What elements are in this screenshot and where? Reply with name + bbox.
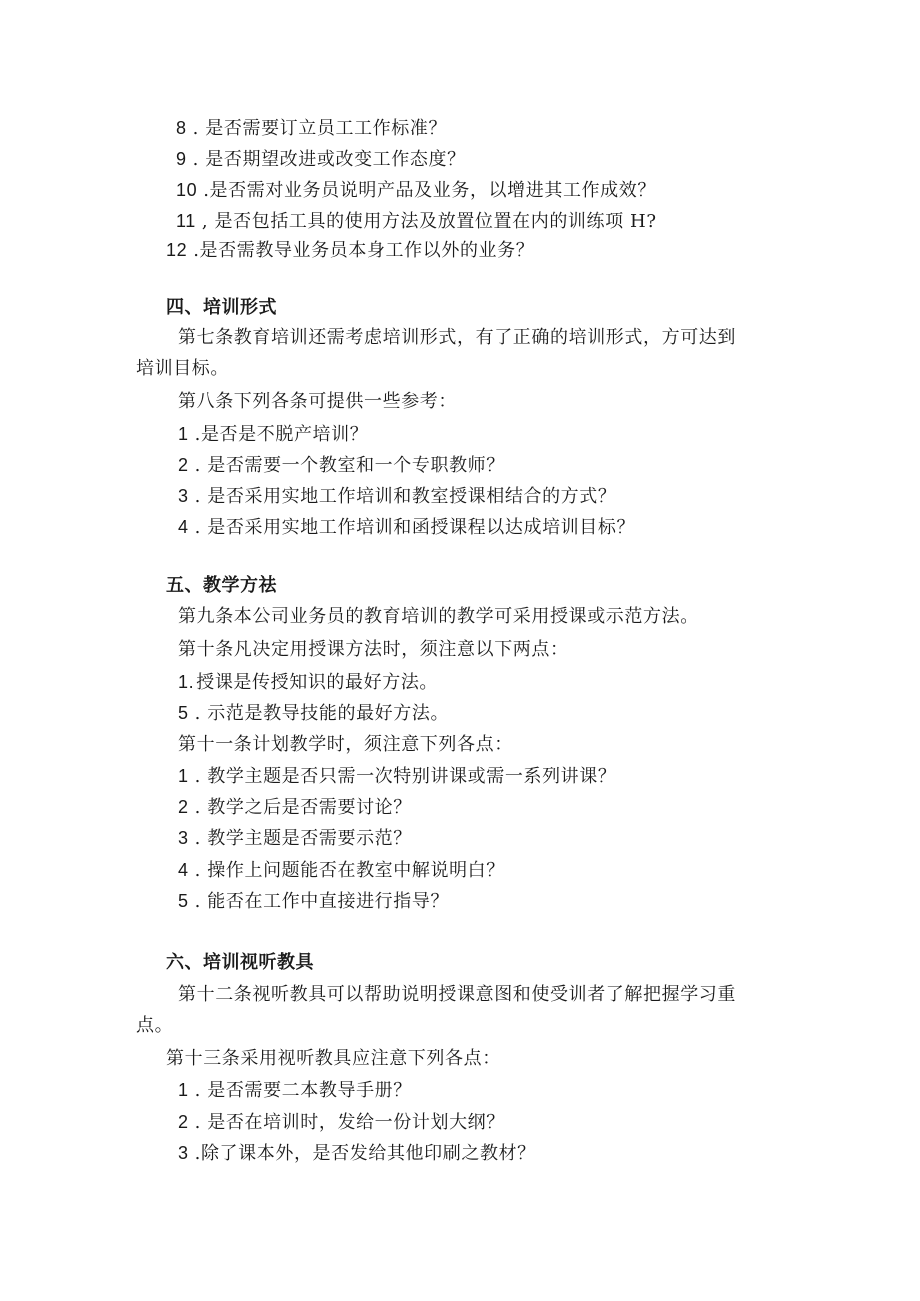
item-text: . 是否需要二本教导手册？ [194,1080,412,1101]
item-text: . 是否需要订立员工工作标准？ [192,118,448,139]
item-text: .是否需对业务员说明产品及业务，以增进其工作成效？ [203,180,656,201]
item-number: 3 [178,1143,189,1163]
list-item [166,238,534,263]
item-text: . 是否采用实地工作培训和函授课程以达成培训目标？ [194,517,636,538]
item-text: . 是否在培训时，发给一份计划大纲？ [194,1112,505,1133]
item-number: 5 [178,703,189,723]
item-text: , 是否包括工具的使用方法及放置位置在内的训练项 H? [201,211,657,232]
item-text: .是否需教导业务员本身工作以外的业务？ [193,240,535,261]
item-number: 2 [178,455,189,475]
item-number: 1. [178,672,195,692]
paragraph-continuation: 培训目标。 [136,358,229,379]
list-item [178,1141,536,1166]
item-number: 4 [178,860,189,880]
section-heading: 五、教学方祛 [166,575,277,596]
item-number: 8 [176,118,187,138]
list-item [178,670,438,695]
item-number: 9 [176,149,187,169]
item-text: . 是否需要一个教室和一个专职教师？ [194,455,505,476]
list-item [176,209,657,234]
paragraph: 第七条教育培训还需考虑培训形式，有了正确的培训形式，方可达到 [178,327,736,348]
paragraph: 第十一条计划教学时，须注意下列各点： [178,734,513,755]
list-item [178,1110,505,1135]
list-item [178,1078,412,1103]
list-item [178,764,616,789]
item-text: . 教学之后是否需要讨论？ [194,797,412,818]
paragraph: 第九条本公司业务员的教育培训的教学可采用授课或示范方法。 [178,606,699,627]
list-item [178,515,635,540]
paragraph: 第十三条采用视听教具应注意下列各点： [166,1048,501,1069]
list-item [178,795,412,820]
item-text: . 是否期望改进或改变工作态度？ [192,149,466,170]
item-number: 3 [178,486,189,506]
item-text: .除了课本外，是否发给其他印刷之教材？ [194,1143,536,1164]
item-text: . 是否采用实地工作培训和教室授课相结合的方式？ [194,486,617,507]
item-text: 授课是传授知识的最好方法。 [196,672,439,693]
list-item [176,147,466,172]
item-text: . 教学主题是否只需一次特别讲课或需一系列讲课？ [194,766,617,787]
item-number: 1 [178,424,189,444]
item-text: . 能否在工作中直接进行指导？ [194,891,450,912]
item-text: . 示范是教导技能的最好方法。 [194,703,450,724]
list-item [178,453,505,478]
list-item [178,422,368,447]
item-number: 4 [178,517,189,537]
item-number: 2 [178,797,189,817]
item-text: . 教学主题是否需要示范？ [194,828,412,849]
item-number: 1 [178,1080,189,1100]
list-item [178,701,449,726]
item-number: 1 [178,766,189,786]
section-heading: 四、培训形式 [166,297,277,318]
item-text: . 操作上问题能否在教室中解说明白？ [194,860,505,881]
item-number: 3 [178,828,189,848]
section-heading: 六、培训视听教具 [166,952,314,973]
paragraph: 第十条凡决定用授课方法时，须注意以下两点： [178,639,569,660]
list-item [178,826,412,851]
paragraph-continuation: 点。 [136,1015,174,1036]
list-item [176,116,447,141]
item-text: .是否是不脱产培训？ [194,424,369,445]
list-item [178,484,616,509]
item-number: 2 [178,1112,189,1132]
list-item [178,858,505,883]
item-number: 10 [176,180,198,200]
item-number: 11 [176,211,196,231]
item-number: 5 [178,891,189,911]
item-number: 12 [166,240,188,260]
paragraph: 第八条下列各条可提供一些参考： [178,391,457,412]
list-item [176,178,656,203]
paragraph: 第十二条视听教具可以帮助说明授课意图和使受训者了解把握学习重 [178,984,736,1005]
list-item [178,889,449,914]
